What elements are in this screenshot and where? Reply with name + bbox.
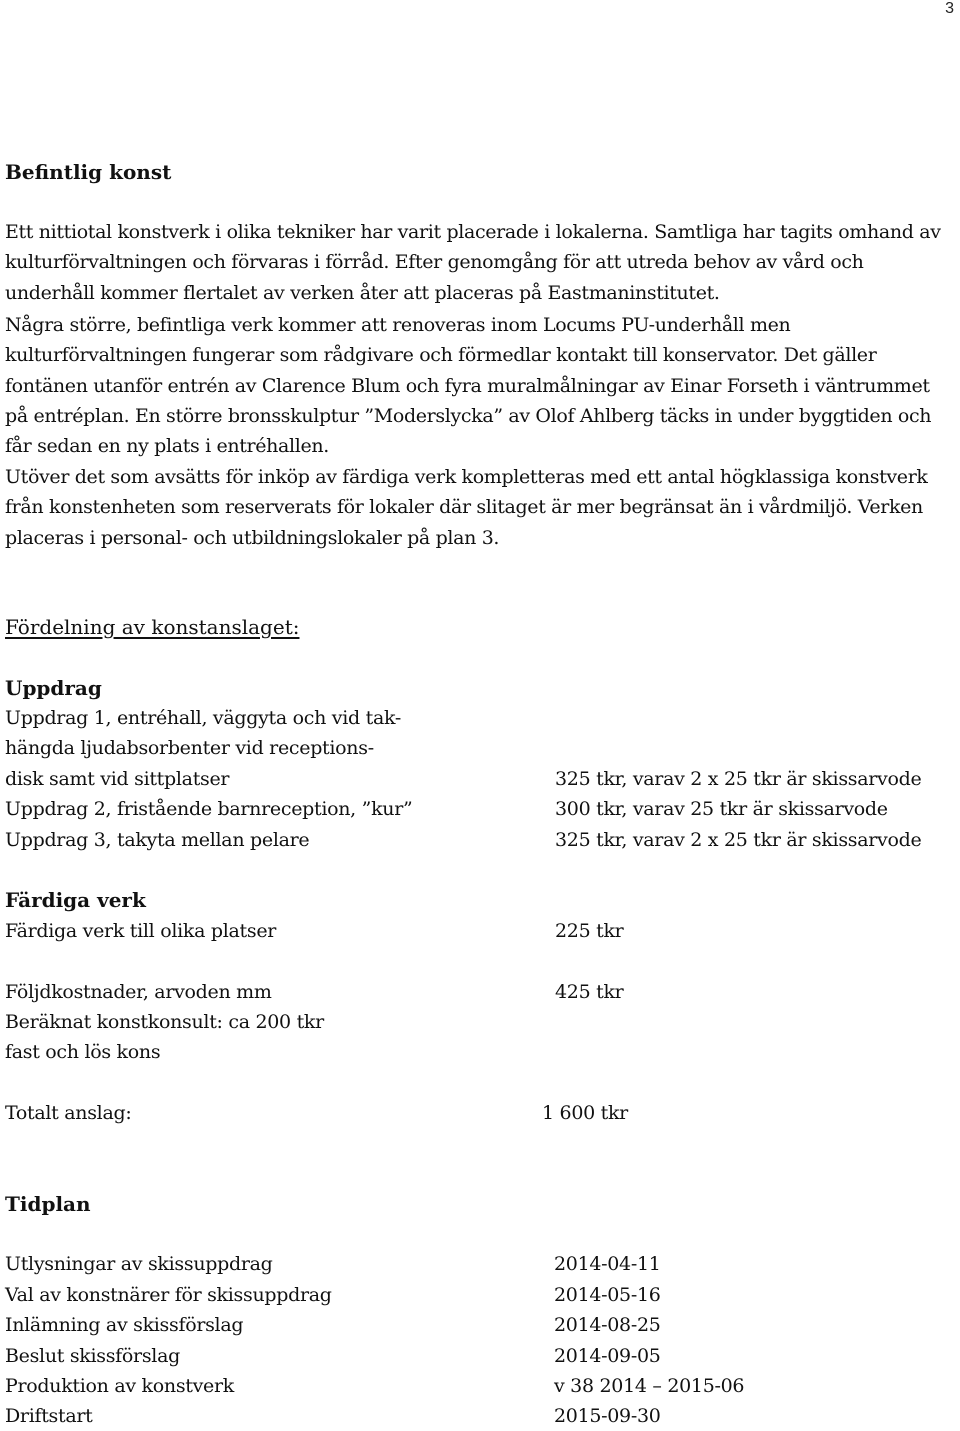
budget-label: Uppdrag 3, takyta mellan pelare bbox=[5, 829, 310, 851]
paragraph-renovation: Några större, befintliga verk kommer att renoveras inom Locums PU-underhåll men kulturförvaltningen fungerar som rådgivare och förmedlar kontakt till konservator. Det gäller fontänen utanför entrén av Clarence Blum och fyra muralmålningar av Einar Forseth i väntrummet på entréplan. En större bronsskulptur ”Moderslycka” av Olof Ahlberg täcks in under byggtiden och får sedan en ny plats i entréhallen. bbox=[5, 314, 932, 458]
budget-amount: 225 tkr bbox=[555, 920, 624, 942]
budget-label: hängda ljudabsorbenter vid receptions- bbox=[5, 737, 374, 759]
schedule-label: Beslut skissförslag bbox=[5, 1345, 180, 1367]
page-number: 3 bbox=[945, 0, 954, 17]
budget-row-total bbox=[5, 1098, 955, 1128]
schedule-row bbox=[5, 1249, 955, 1279]
budget-label: disk samt vid sittplatser bbox=[5, 768, 230, 790]
budget-row-uppdrag-1 bbox=[5, 764, 955, 794]
schedule-row bbox=[5, 1310, 955, 1340]
total-label: Totalt anslag: bbox=[5, 1102, 132, 1124]
schedule-label: Val av konstnärer för skissuppdrag bbox=[5, 1284, 332, 1306]
schedule-label: Produktion av konstverk bbox=[5, 1375, 234, 1397]
budget-row-uppdrag-1-line-1 bbox=[5, 703, 955, 733]
schedule-date: 2014-04-11 bbox=[554, 1253, 661, 1275]
section-heading-befintlig-konst: Befintlig konst bbox=[5, 160, 172, 184]
subheading-fardiga-verk: Färdiga verk bbox=[5, 888, 146, 912]
section-heading-tidplan: Tidplan bbox=[5, 1192, 91, 1216]
schedule-label: Inlämning av skissförslag bbox=[5, 1314, 244, 1336]
budget-row-uppdrag-1-line-2 bbox=[5, 733, 955, 763]
schedule-date: 2014-08-25 bbox=[554, 1314, 661, 1336]
budget-amount: 325 tkr, varav 2 x 25 tkr är skissarvode bbox=[555, 768, 922, 790]
schedule-label: Driftstart bbox=[5, 1405, 93, 1427]
budget-row-foljdkostnader bbox=[5, 977, 955, 1007]
budget-row-uppdrag-2 bbox=[5, 794, 955, 824]
budget-row-foljdkostnader-line-3 bbox=[5, 1037, 955, 1067]
schedule-date: 2015-09-30 bbox=[554, 1405, 661, 1427]
budget-amount: 300 tkr, varav 25 tkr är skissarvode bbox=[555, 798, 888, 820]
budget-amount: 325 tkr, varav 2 x 25 tkr är skissarvode bbox=[555, 829, 922, 851]
schedule-row bbox=[5, 1401, 955, 1431]
schedule-row bbox=[5, 1371, 955, 1401]
paragraph-supplement: Utöver det som avsätts för inköp av färdiga verk kompletteras med ett antal högklassiga konstverk från konstenheten som reserverats för lokaler där slitaget är mer begränsat än i vårdmiljö. Verken placeras i personal- och utbildningslokaler på plan 3. bbox=[5, 466, 928, 549]
budget-label: Beräknat konstkonsult: ca 200 tkr bbox=[5, 1011, 324, 1033]
section-heading-fordelning: Fördelning av konstanslaget: bbox=[5, 615, 300, 639]
schedule-date: v 38 2014 – 2015-06 bbox=[554, 1375, 745, 1397]
schedule-date: 2014-05-16 bbox=[554, 1284, 661, 1306]
schedule-date: 2014-09-05 bbox=[554, 1345, 661, 1367]
schedule-row bbox=[5, 1280, 955, 1310]
budget-label: Uppdrag 1, entréhall, väggyta och vid tak- bbox=[5, 707, 401, 729]
schedule-label: Utlysningar av skissuppdrag bbox=[5, 1253, 273, 1275]
budget-amount: 425 tkr bbox=[555, 981, 624, 1003]
budget-row-fardiga-verk bbox=[5, 916, 955, 946]
total-amount: 1 600 tkr bbox=[542, 1102, 628, 1124]
budget-label: Färdiga verk till olika platser bbox=[5, 920, 277, 942]
budget-row-foljdkostnader-line-2 bbox=[5, 1007, 955, 1037]
subheading-uppdrag: Uppdrag bbox=[5, 676, 102, 700]
budget-row-uppdrag-3 bbox=[5, 825, 955, 855]
budget-label: Uppdrag 2, fristående barnreception, ”kur” bbox=[5, 798, 413, 820]
budget-label: fast och lös kons bbox=[5, 1041, 161, 1063]
paragraph-intro: Ett nittiotal konstverk i olika tekniker har varit placerade i lokalerna. Samtliga har tagits omhand av kulturförvaltningen och förvaras i förråd. Efter genomgång för att utreda behov av vård och underhåll kommer flertalet av verken åter att placeras på Eastmaninstitutet. bbox=[5, 221, 941, 304]
budget-label: Följdkostnader, arvoden mm bbox=[5, 981, 272, 1003]
schedule-row bbox=[5, 1341, 955, 1371]
